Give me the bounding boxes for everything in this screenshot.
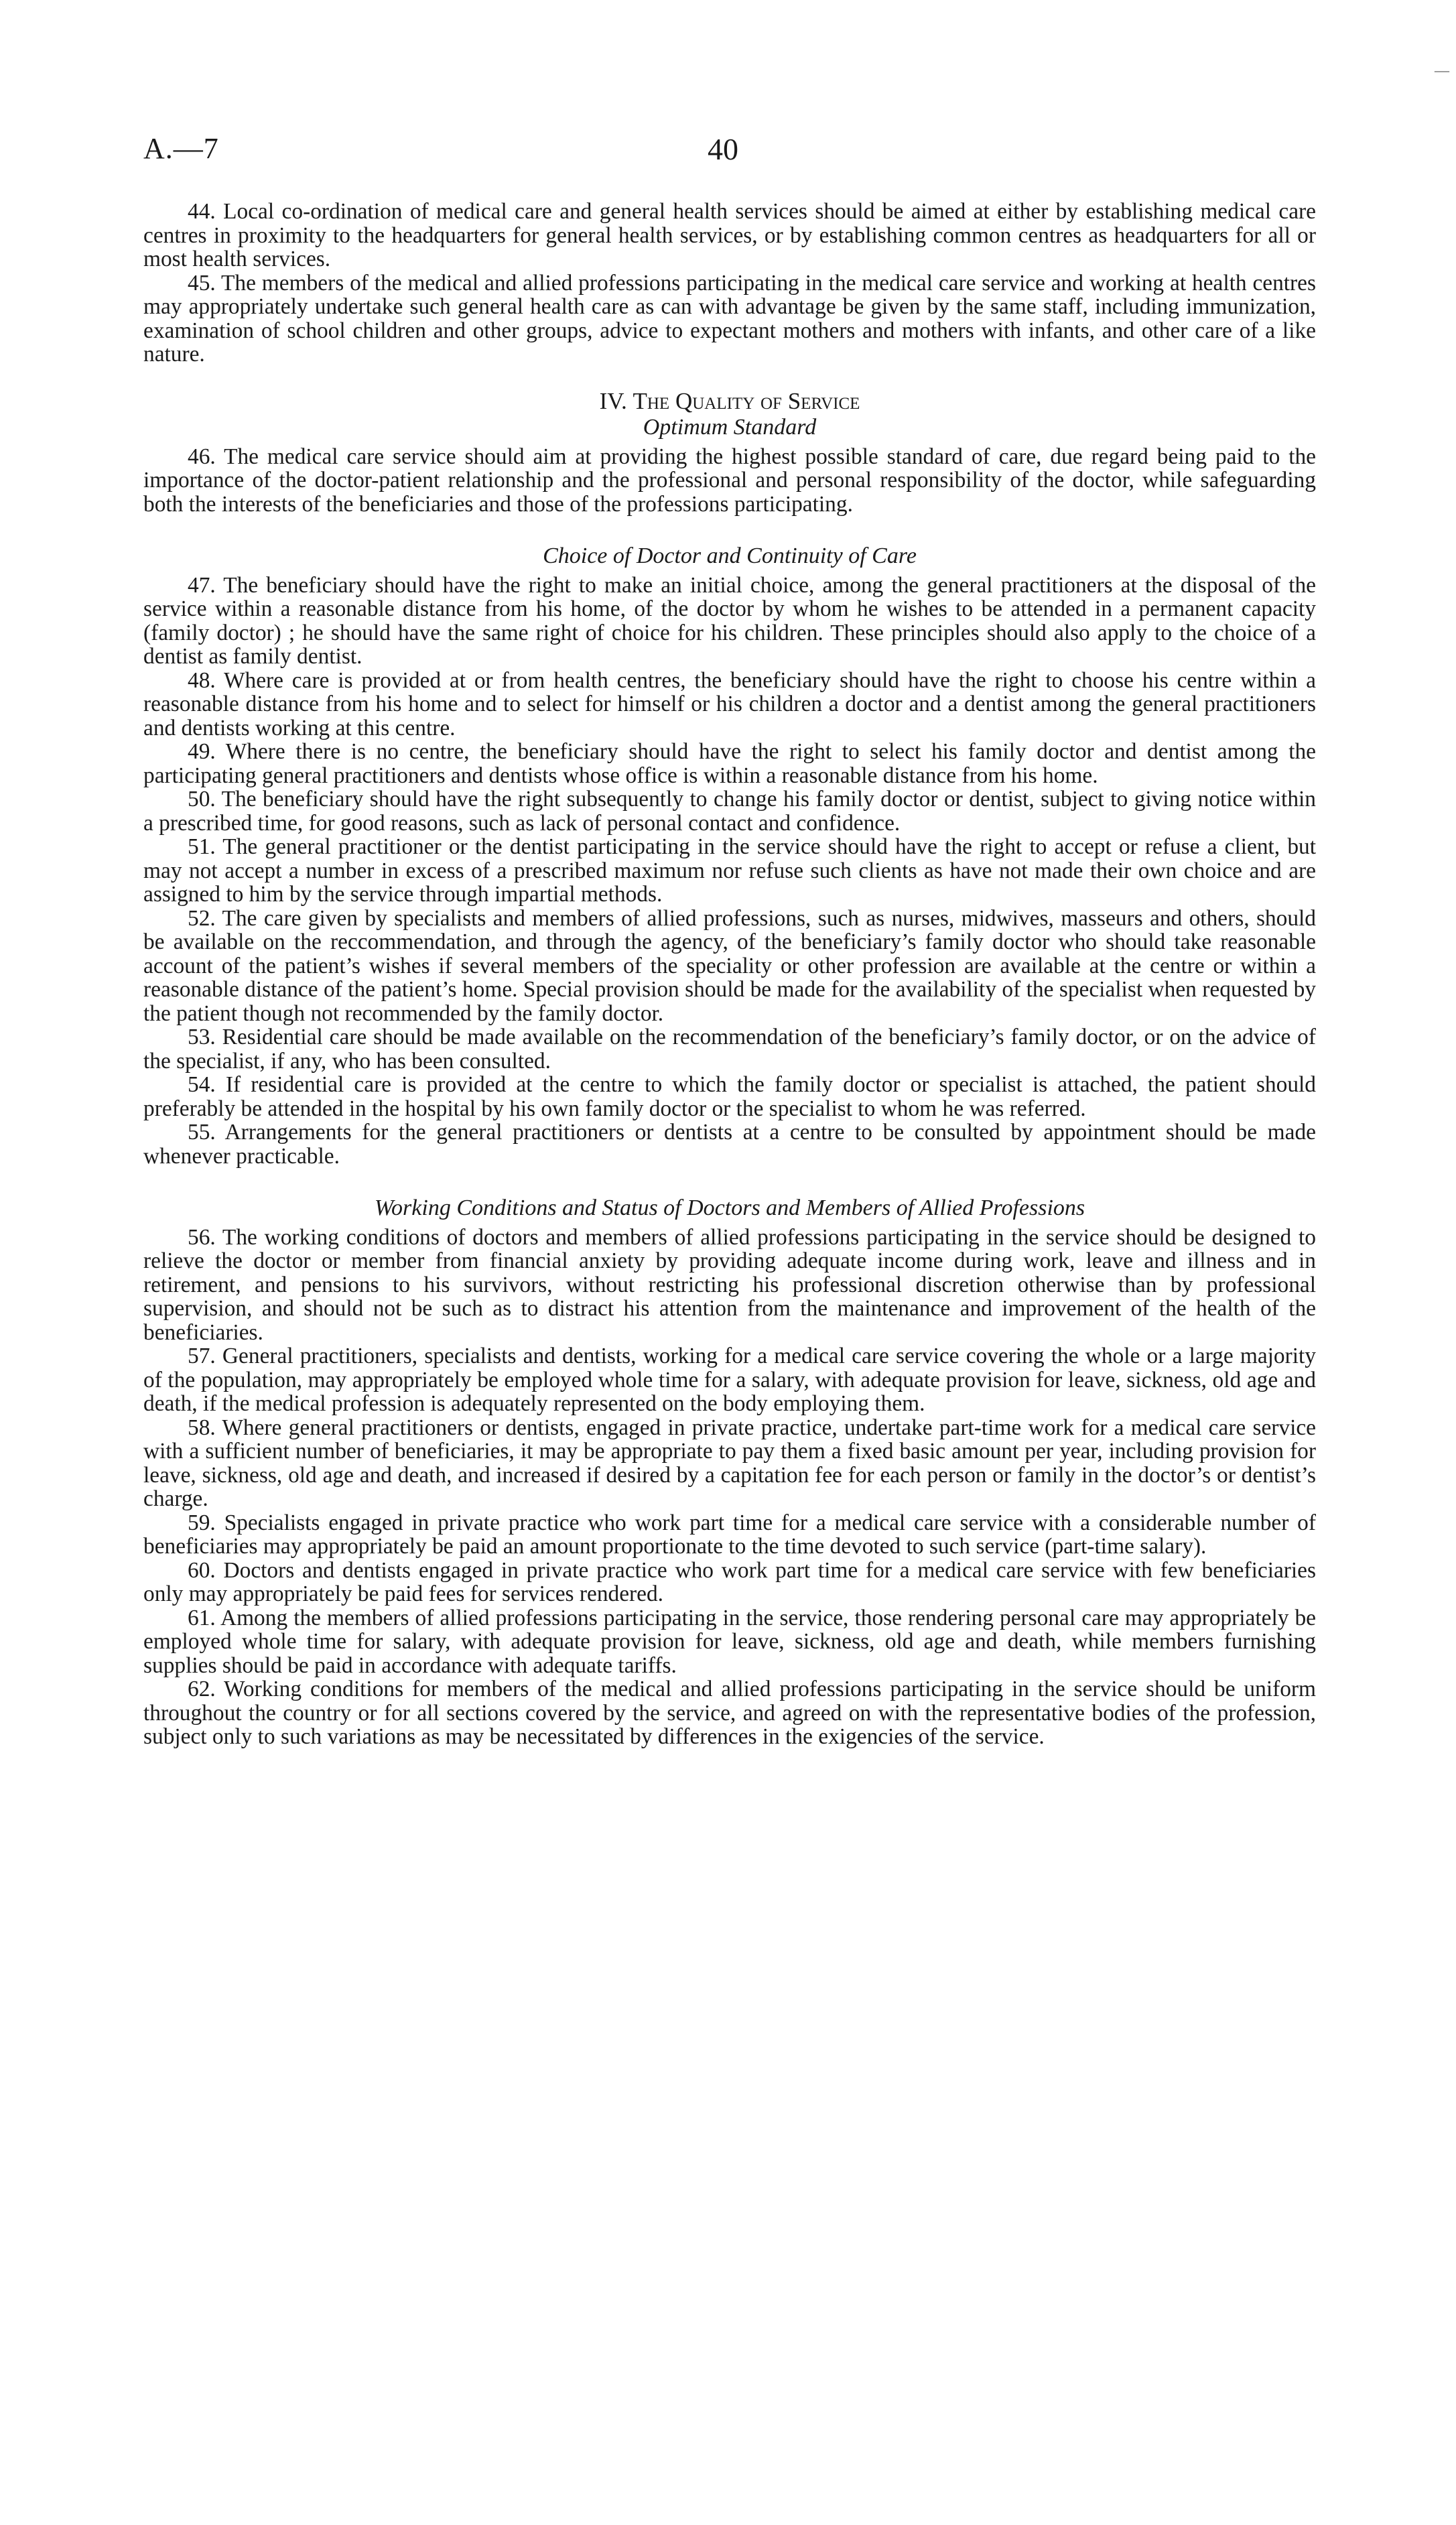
paragraph-62: 62. Working conditions for members of the medical and allied professions participating in the service should be uniform throughout the country or for all sections covered by the service, and agreed on with the representative bodies of the profession, subject only to such variations as may be necessitated by differences in the exigencies of the service. bbox=[143, 1677, 1316, 1749]
paragraph-46: 46. The medical care service should aim at providing the highest possible standard of care, due regard being paid to the importance of the doctor-patient relationship and the professional and personal responsibility of the doctor, while safeguarding both the interests of the beneficiaries and those of the professions participating. bbox=[143, 444, 1316, 517]
paragraph-61: 61. Among the members of allied professions participating in the service, those rendering personal care may appropriately be employed whole time for salary, with adequate provision for leave, sickness, old age and death, while members furnishing supplies should be paid in accordance with adequate tariffs. bbox=[143, 1605, 1316, 1678]
paragraph-55: 55. Arrangements for the general practitioners or dentists at a centre to be consulted by appointment should be made whenever practicable. bbox=[143, 1120, 1316, 1169]
section-heading bbox=[143, 389, 1316, 413]
paragraph-51: 51. The general practitioner or the dentist participating in the service should have the right to accept or refuse a client, but may not accept a number in excess of a prescribed maximum nor refuse such clients as have not made their own choice and are assigned to him by the service through impartial methods. bbox=[143, 834, 1316, 907]
paragraph-54: 54. If residential care is provided at the centre to which the family doctor or specialist is attached, the patient should preferably be attended in the hospital by his own family doctor or the specialist to whom he was referred. bbox=[143, 1072, 1316, 1121]
paragraph-53: 53. Residential care should be made available on the recommendation of the beneficiary’s family doctor, or on the advice of the specialist, if any, who has been consulted. bbox=[143, 1025, 1316, 1074]
paragraph-57: 57. General practitioners, specialists and dentists, working for a medical care service covering the whole or a large majority of the population, may appropriately be employed whole time for a salary, with adequate provision for leave, sickness, old age and death, if the medical profession is adequately represented on the body employing them. bbox=[143, 1344, 1316, 1416]
paragraph-52: 52. The care given by specialists and members of allied professions, such as nurses, midwives, masseurs and others, should be available on the reccommendation, and through the agency, of the beneficiary’s family doctor who should take reasonable account of the patient’s wishes if several members of the speciality or other profession are available at the centre or within a reasonable distance of the patient’s home. Special provision should be made for the availability of the specialist when requested by the patient though not recommended by the family doctor. bbox=[143, 905, 1316, 1026]
document-body bbox=[143, 200, 1316, 1749]
paragraph-60: 60. Doctors and dentists engaged in private practice who work part time for a medical care service with few beneficiaries only may appropriately be paid fees for services rendered. bbox=[143, 1557, 1316, 1606]
paragraph-47: 47. The beneficiary should have the right to make an initial choice, among the general practitioners at the disposal of the service within a reasonable distance from his home, of the doctor by whom he wishes to be attended in a permanent capacity (family doctor) ; he should have the same right of choice for his children. These principles should also apply to the choice of a dentist as family dentist. bbox=[143, 572, 1316, 669]
section-numeral: IV. bbox=[599, 387, 627, 414]
paragraph-44: 44. Local co-ordination of medical care and general health services should be aimed at either by establishing medical care centres in proximity to the headquarters for general health services, or by establishing common centres as headquarters for all or most health services. bbox=[143, 199, 1316, 271]
document-series-label: A.—7 bbox=[143, 132, 219, 165]
paragraph-49: 49. Where there is no centre, the beneficiary should have the right to select his family doctor and dentist among the participating general practitioners and dentists whose office is within a reasonable distance from his home. bbox=[143, 739, 1316, 788]
subheading-choice-of-doctor: Choice of Doctor and Continuity of Care bbox=[543, 543, 917, 568]
corner-mark: — bbox=[1435, 62, 1449, 78]
section-title: The Quality of Service bbox=[633, 387, 860, 414]
paragraph-56: 56. The working conditions of doctors and members of allied professions participating in the service should be designed to relieve the doctor or member from financial anxiety by providing adequate income during work, leave and illness and in retirement, and pensions to his survivors, without restricting his professional discretion otherwise than by professional supervision, and should not be such as to distract his attention from the maintenance and improvement of the health of the beneficiaries. bbox=[143, 1224, 1316, 1345]
paragraph-50: 50. The beneficiary should have the right subsequently to change his family doctor or dentist, subject to giving notice within a prescribed time, for good reasons, such as lack of personal contact and confidence. bbox=[143, 787, 1316, 836]
subheading-optimum-standard: Optimum Standard bbox=[643, 415, 817, 440]
paragraph-48: 48. Where care is provided at or from health centres, the beneficiary should have the right to choose his centre within a reasonable distance from his home and to select for himself or his children a doctor and a dentist among the general practitioners and dentists working at this centre. bbox=[143, 667, 1316, 740]
page-number: 40 bbox=[708, 132, 738, 166]
paragraph-45: 45. The members of the medical and allied professions participating in the medical care service and working at health centres may appropriately undertake such general health care as can with advantage be given by the same staff, including immunization, examination of school children and other groups, advice to expectant mothers and mothers with infants, and other care of a like nature. bbox=[143, 270, 1316, 367]
paragraph-58: 58. Where general practitioners or dentists, engaged in private practice, undertake part-time work for a medical care service with a sufficient number of beneficiaries, it may be appropriate to pay them a fixed basic amount per year, including provision for leave, sickness, old age and death, and increased if desired by a capitation fee for each person or family in the doctor’s or dentist’s charge. bbox=[143, 1415, 1316, 1511]
subheading-working-conditions: Working Conditions and Status of Doctors and Members of Allied Professions bbox=[374, 1195, 1085, 1220]
paragraph-59: 59. Specialists engaged in private practice who work part time for a medical care service with a considerable number of beneficiaries may appropriately be paid an amount proportionate to the time devoted to such service (part-time salary). bbox=[143, 1510, 1316, 1559]
